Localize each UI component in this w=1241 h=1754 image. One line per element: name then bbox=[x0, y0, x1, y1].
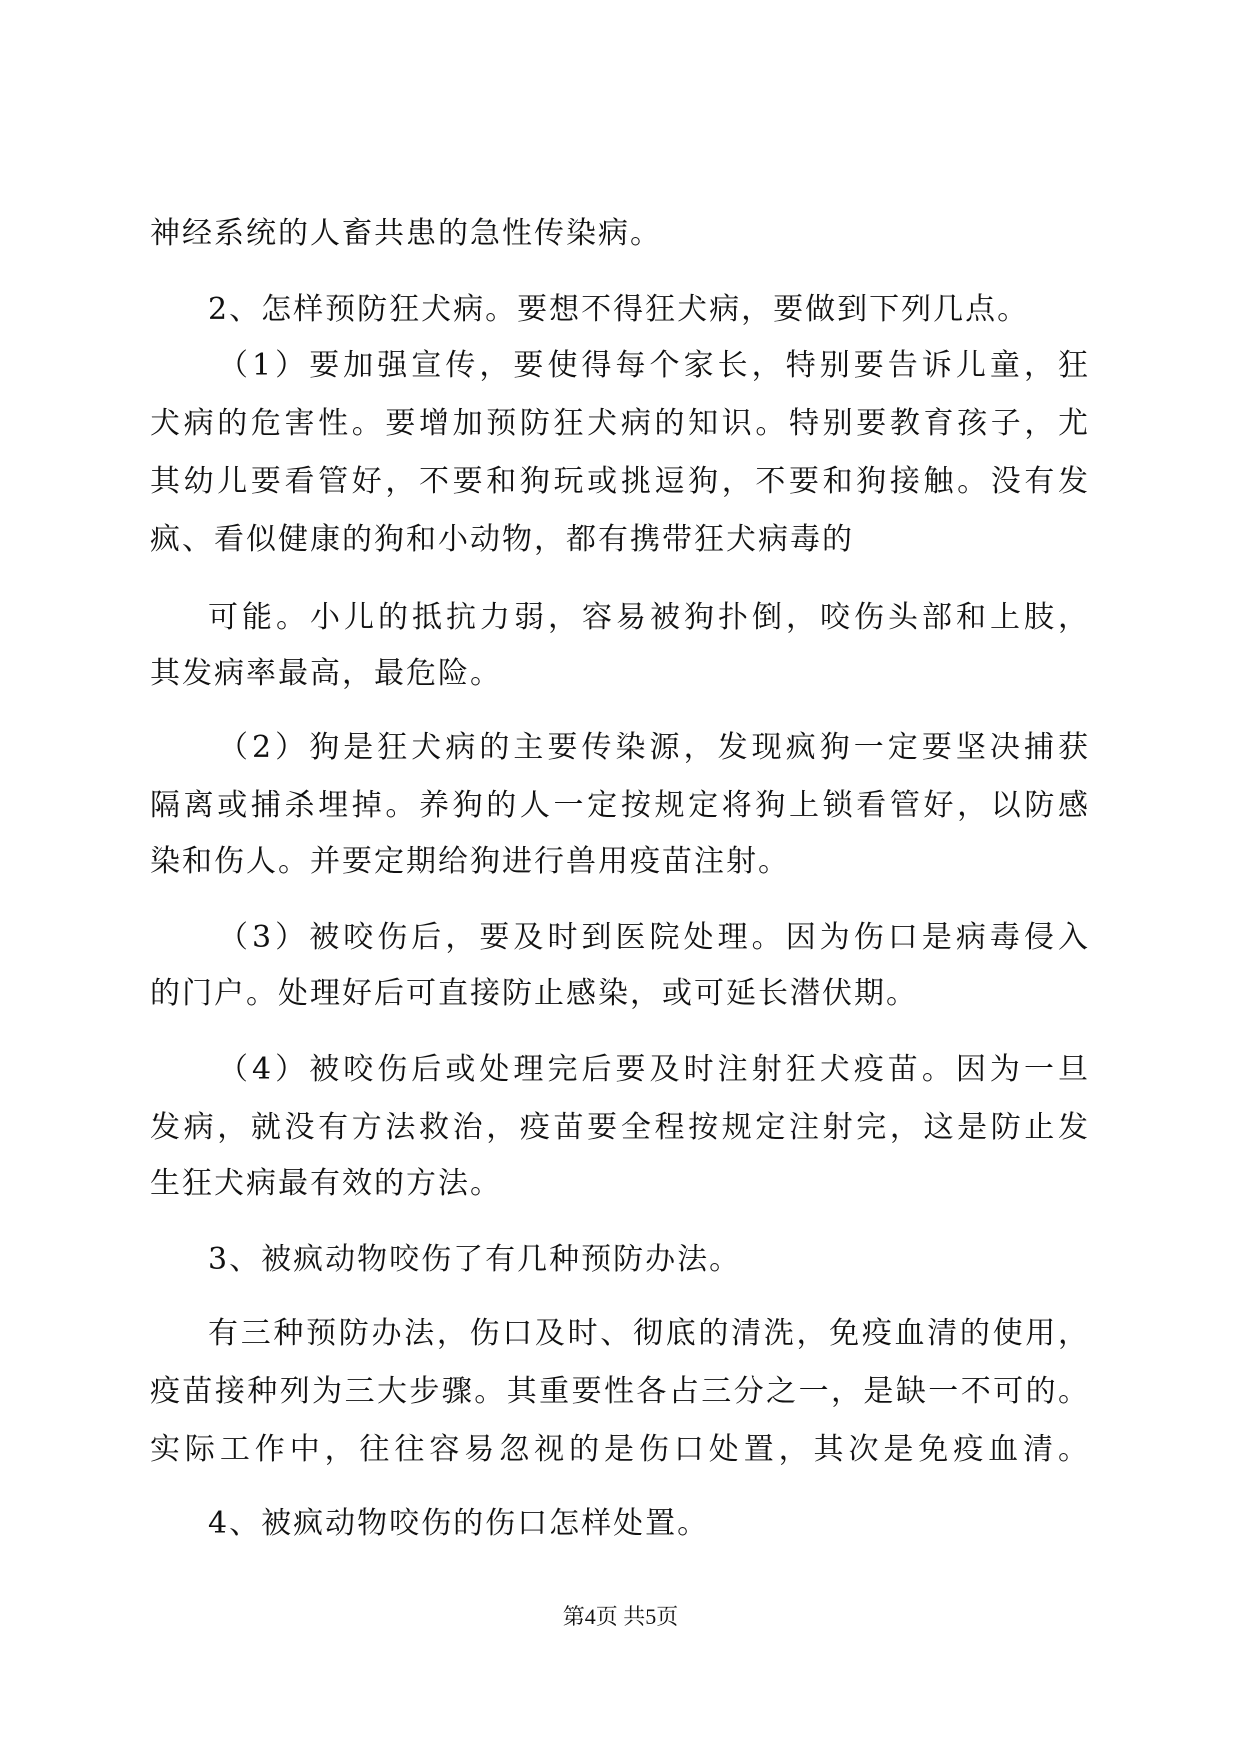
text-line: 的门户。处理好后可直接防止感染，或可延长潜伏期。 bbox=[150, 976, 918, 1011]
text-line: 神经系统的人畜共患的急性传染病。 bbox=[150, 216, 662, 251]
section-heading: 2、怎样预防狂犬病。要想不得狂犬病，要做到下列几点。 bbox=[208, 292, 1030, 327]
section-heading: 3、被疯动物咬伤了有几种预防办法。 bbox=[208, 1242, 742, 1277]
page-footer: 第4页 共5页 bbox=[562, 1604, 679, 1629]
text-line: （4）被咬伤后或处理完后要及时注射狂犬疫苗。因为一旦 bbox=[218, 1052, 1090, 1087]
text-line: 隔离或捕杀埋掉。养狗的人一定按规定将狗上锁看管好，以防感 bbox=[150, 788, 1090, 823]
text-line: 染和伤人。并要定期给狗进行兽用疫苗注射。 bbox=[150, 844, 790, 879]
text-line: 犬病的危害性。要增加预防狂犬病的知识。特别要教育孩子，尤 bbox=[150, 406, 1090, 441]
text-line: 发病，就没有方法救治，疫苗要全程按规定注射完，这是防止发 bbox=[150, 1110, 1090, 1145]
text-line: 其幼儿要看管好，不要和狗玩或挑逗狗，不要和狗接触。没有发 bbox=[150, 464, 1090, 499]
text-line: 疫苗接种列为三大步骤。其重要性各占三分之一，是缺一不可的。 bbox=[150, 1374, 1090, 1409]
text-line: （1）要加强宣传，要使得每个家长，特别要告诉儿童，狂 bbox=[218, 348, 1090, 383]
text-line: 实际工作中，往往容易忽视的是伤口处置，其次是免疫血清。 bbox=[150, 1432, 1090, 1467]
text-line: 有三种预防办法，伤口及时、彻底的清洗，免疫血清的使用， bbox=[208, 1316, 1090, 1351]
text-line: （3）被咬伤后，要及时到医院处理。因为伤口是病毒侵入 bbox=[218, 920, 1090, 955]
text-line: 其发病率最高，最危险。 bbox=[150, 656, 502, 691]
text-line: 疯、看似健康的狗和小动物，都有携带狂犬病毒的 bbox=[150, 522, 854, 557]
text-line: 生狂犬病最有效的方法。 bbox=[150, 1166, 502, 1201]
section-heading: 4、被疯动物咬伤的伤口怎样处置。 bbox=[208, 1506, 710, 1541]
text-line: （2）狗是狂犬病的主要传染源，发现疯狗一定要坚决捕获 bbox=[218, 730, 1090, 765]
text-line: 可能。小儿的抵抗力弱，容易被狗扑倒，咬伤头部和上肢， bbox=[208, 600, 1090, 635]
